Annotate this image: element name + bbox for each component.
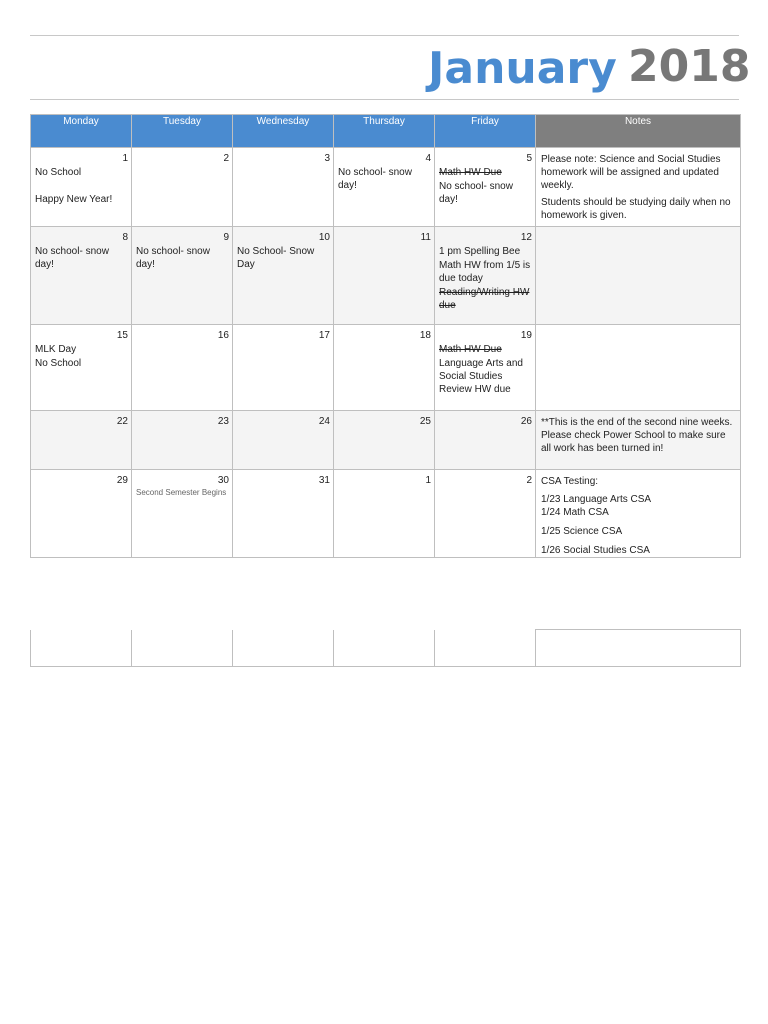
day-cell bbox=[132, 227, 233, 325]
date-number: 2 bbox=[223, 153, 229, 164]
date-number: 25 bbox=[419, 416, 431, 427]
week-row bbox=[31, 470, 741, 558]
event-text: No School- Snow Day bbox=[237, 246, 315, 270]
weekday-label: Friday bbox=[471, 116, 499, 127]
day-cell bbox=[435, 325, 536, 411]
empty-week-row bbox=[30, 629, 741, 667]
day-cell bbox=[31, 411, 132, 470]
weekday-header bbox=[435, 115, 536, 148]
day-cell bbox=[31, 227, 132, 325]
day-cell bbox=[31, 148, 132, 227]
date-number: 18 bbox=[419, 330, 431, 341]
date-number: 15 bbox=[116, 330, 128, 341]
day-cell bbox=[132, 470, 233, 558]
date-number: 11 bbox=[420, 232, 431, 243]
date-number: 4 bbox=[425, 153, 431, 164]
weekday-header bbox=[132, 115, 233, 148]
date-number: 9 bbox=[223, 232, 229, 243]
calendar-table bbox=[30, 114, 741, 558]
event-text: No school- snow day! bbox=[439, 181, 513, 205]
note-text: **This is the end of the second nine weeks. Please check Power School to make sure all work has been turned in! bbox=[541, 417, 733, 454]
weekday-label: Monday bbox=[63, 116, 99, 127]
day-cell bbox=[435, 148, 536, 227]
date-number: 1 bbox=[425, 475, 431, 486]
event-text: No school- snow day! bbox=[338, 167, 412, 191]
day-cell bbox=[233, 470, 334, 558]
day-cell bbox=[233, 325, 334, 411]
date-number: 19 bbox=[520, 330, 532, 341]
date-number: 2 bbox=[526, 475, 532, 486]
date-number: 24 bbox=[318, 416, 330, 427]
note-text: Students should be studying daily when no homework is given. bbox=[541, 197, 731, 221]
day-cell bbox=[132, 411, 233, 470]
event-text: No school- snow day! bbox=[136, 246, 210, 270]
week-row bbox=[31, 325, 741, 411]
date-number: 12 bbox=[520, 232, 532, 243]
note-text: Please note: Science and Social Studies homework will be assigned and updated weekly. bbox=[541, 154, 721, 191]
weekday-label: Tuesday bbox=[163, 116, 201, 127]
day-cell bbox=[233, 411, 334, 470]
date-number: 23 bbox=[217, 416, 229, 427]
event-text: 1 pm Spelling Bee bbox=[439, 246, 521, 257]
empty-day-cell bbox=[435, 630, 536, 667]
date-number: 29 bbox=[116, 475, 128, 486]
week-row bbox=[31, 148, 741, 227]
event-text: No School bbox=[35, 358, 82, 369]
note-text: 1/25 Science CSA bbox=[541, 526, 623, 537]
notes-header: Notes bbox=[536, 115, 741, 148]
date-number: 22 bbox=[116, 416, 128, 427]
event-text: No school- snow day! bbox=[35, 246, 109, 270]
day-cell bbox=[435, 411, 536, 470]
note-text: CSA Testing: bbox=[541, 476, 599, 487]
notes-cell bbox=[536, 470, 741, 558]
note-text: 1/23 Language Arts CSA bbox=[541, 494, 652, 505]
day-cell bbox=[31, 470, 132, 558]
event-text: MLK Day bbox=[35, 344, 77, 355]
notes-cell bbox=[536, 227, 741, 325]
day-cell bbox=[31, 325, 132, 411]
weekday-header bbox=[334, 115, 435, 148]
header-rule bbox=[30, 99, 739, 100]
date-number: 16 bbox=[217, 330, 229, 341]
day-cell bbox=[334, 325, 435, 411]
notes-cell bbox=[536, 148, 741, 227]
day-cell bbox=[435, 227, 536, 325]
date-number: 17 bbox=[318, 330, 330, 341]
date-number: 3 bbox=[324, 153, 330, 164]
week-row bbox=[31, 411, 741, 470]
event-text-struck: Math HW Due bbox=[439, 167, 502, 178]
note-text: 1/24 Math CSA bbox=[541, 507, 609, 518]
event-text-small: Second Semester Begins bbox=[136, 488, 227, 497]
date-number: 30 bbox=[217, 475, 229, 486]
date-number: 10 bbox=[318, 232, 330, 243]
notes-cell bbox=[536, 411, 741, 470]
month-title: January bbox=[428, 43, 617, 94]
weekday-header-row bbox=[31, 115, 741, 148]
empty-day-cell bbox=[334, 630, 435, 667]
date-number: 5 bbox=[526, 153, 532, 164]
event-text-struck: Math HW Due bbox=[439, 344, 502, 355]
date-number: 1 bbox=[122, 153, 128, 164]
weekday-label: Wednesday bbox=[256, 116, 310, 127]
day-cell bbox=[334, 411, 435, 470]
top-rule bbox=[30, 35, 739, 36]
empty-day-cell bbox=[132, 630, 233, 667]
note-text: 1/26 Social Studies CSA bbox=[541, 545, 650, 556]
date-number: 31 bbox=[318, 475, 330, 486]
weekday-label: Thursday bbox=[363, 116, 405, 127]
day-cell bbox=[334, 148, 435, 227]
date-number: 26 bbox=[520, 416, 532, 427]
date-number: 8 bbox=[122, 232, 128, 243]
day-cell bbox=[233, 227, 334, 325]
week-row bbox=[31, 227, 741, 325]
empty-notes-cell bbox=[536, 630, 741, 667]
year-title: 2018 bbox=[628, 41, 751, 92]
day-cell bbox=[233, 148, 334, 227]
weekday-header bbox=[233, 115, 334, 148]
day-cell bbox=[334, 227, 435, 325]
event-text: Happy New Year! bbox=[35, 194, 113, 205]
weekday-header bbox=[31, 115, 132, 148]
event-text: Language Arts and Social Studies Review HW due bbox=[439, 358, 523, 395]
event-text-struck: Reading/Writing HW due bbox=[439, 287, 530, 311]
day-cell bbox=[132, 148, 233, 227]
day-cell bbox=[435, 470, 536, 558]
empty-day-cell bbox=[233, 630, 334, 667]
empty-day-cell bbox=[31, 630, 132, 667]
notes-cell bbox=[536, 325, 741, 411]
event-text: No School bbox=[35, 167, 82, 178]
day-cell bbox=[132, 325, 233, 411]
event-text: Math HW from 1/5 is due today bbox=[439, 260, 531, 284]
day-cell bbox=[334, 470, 435, 558]
